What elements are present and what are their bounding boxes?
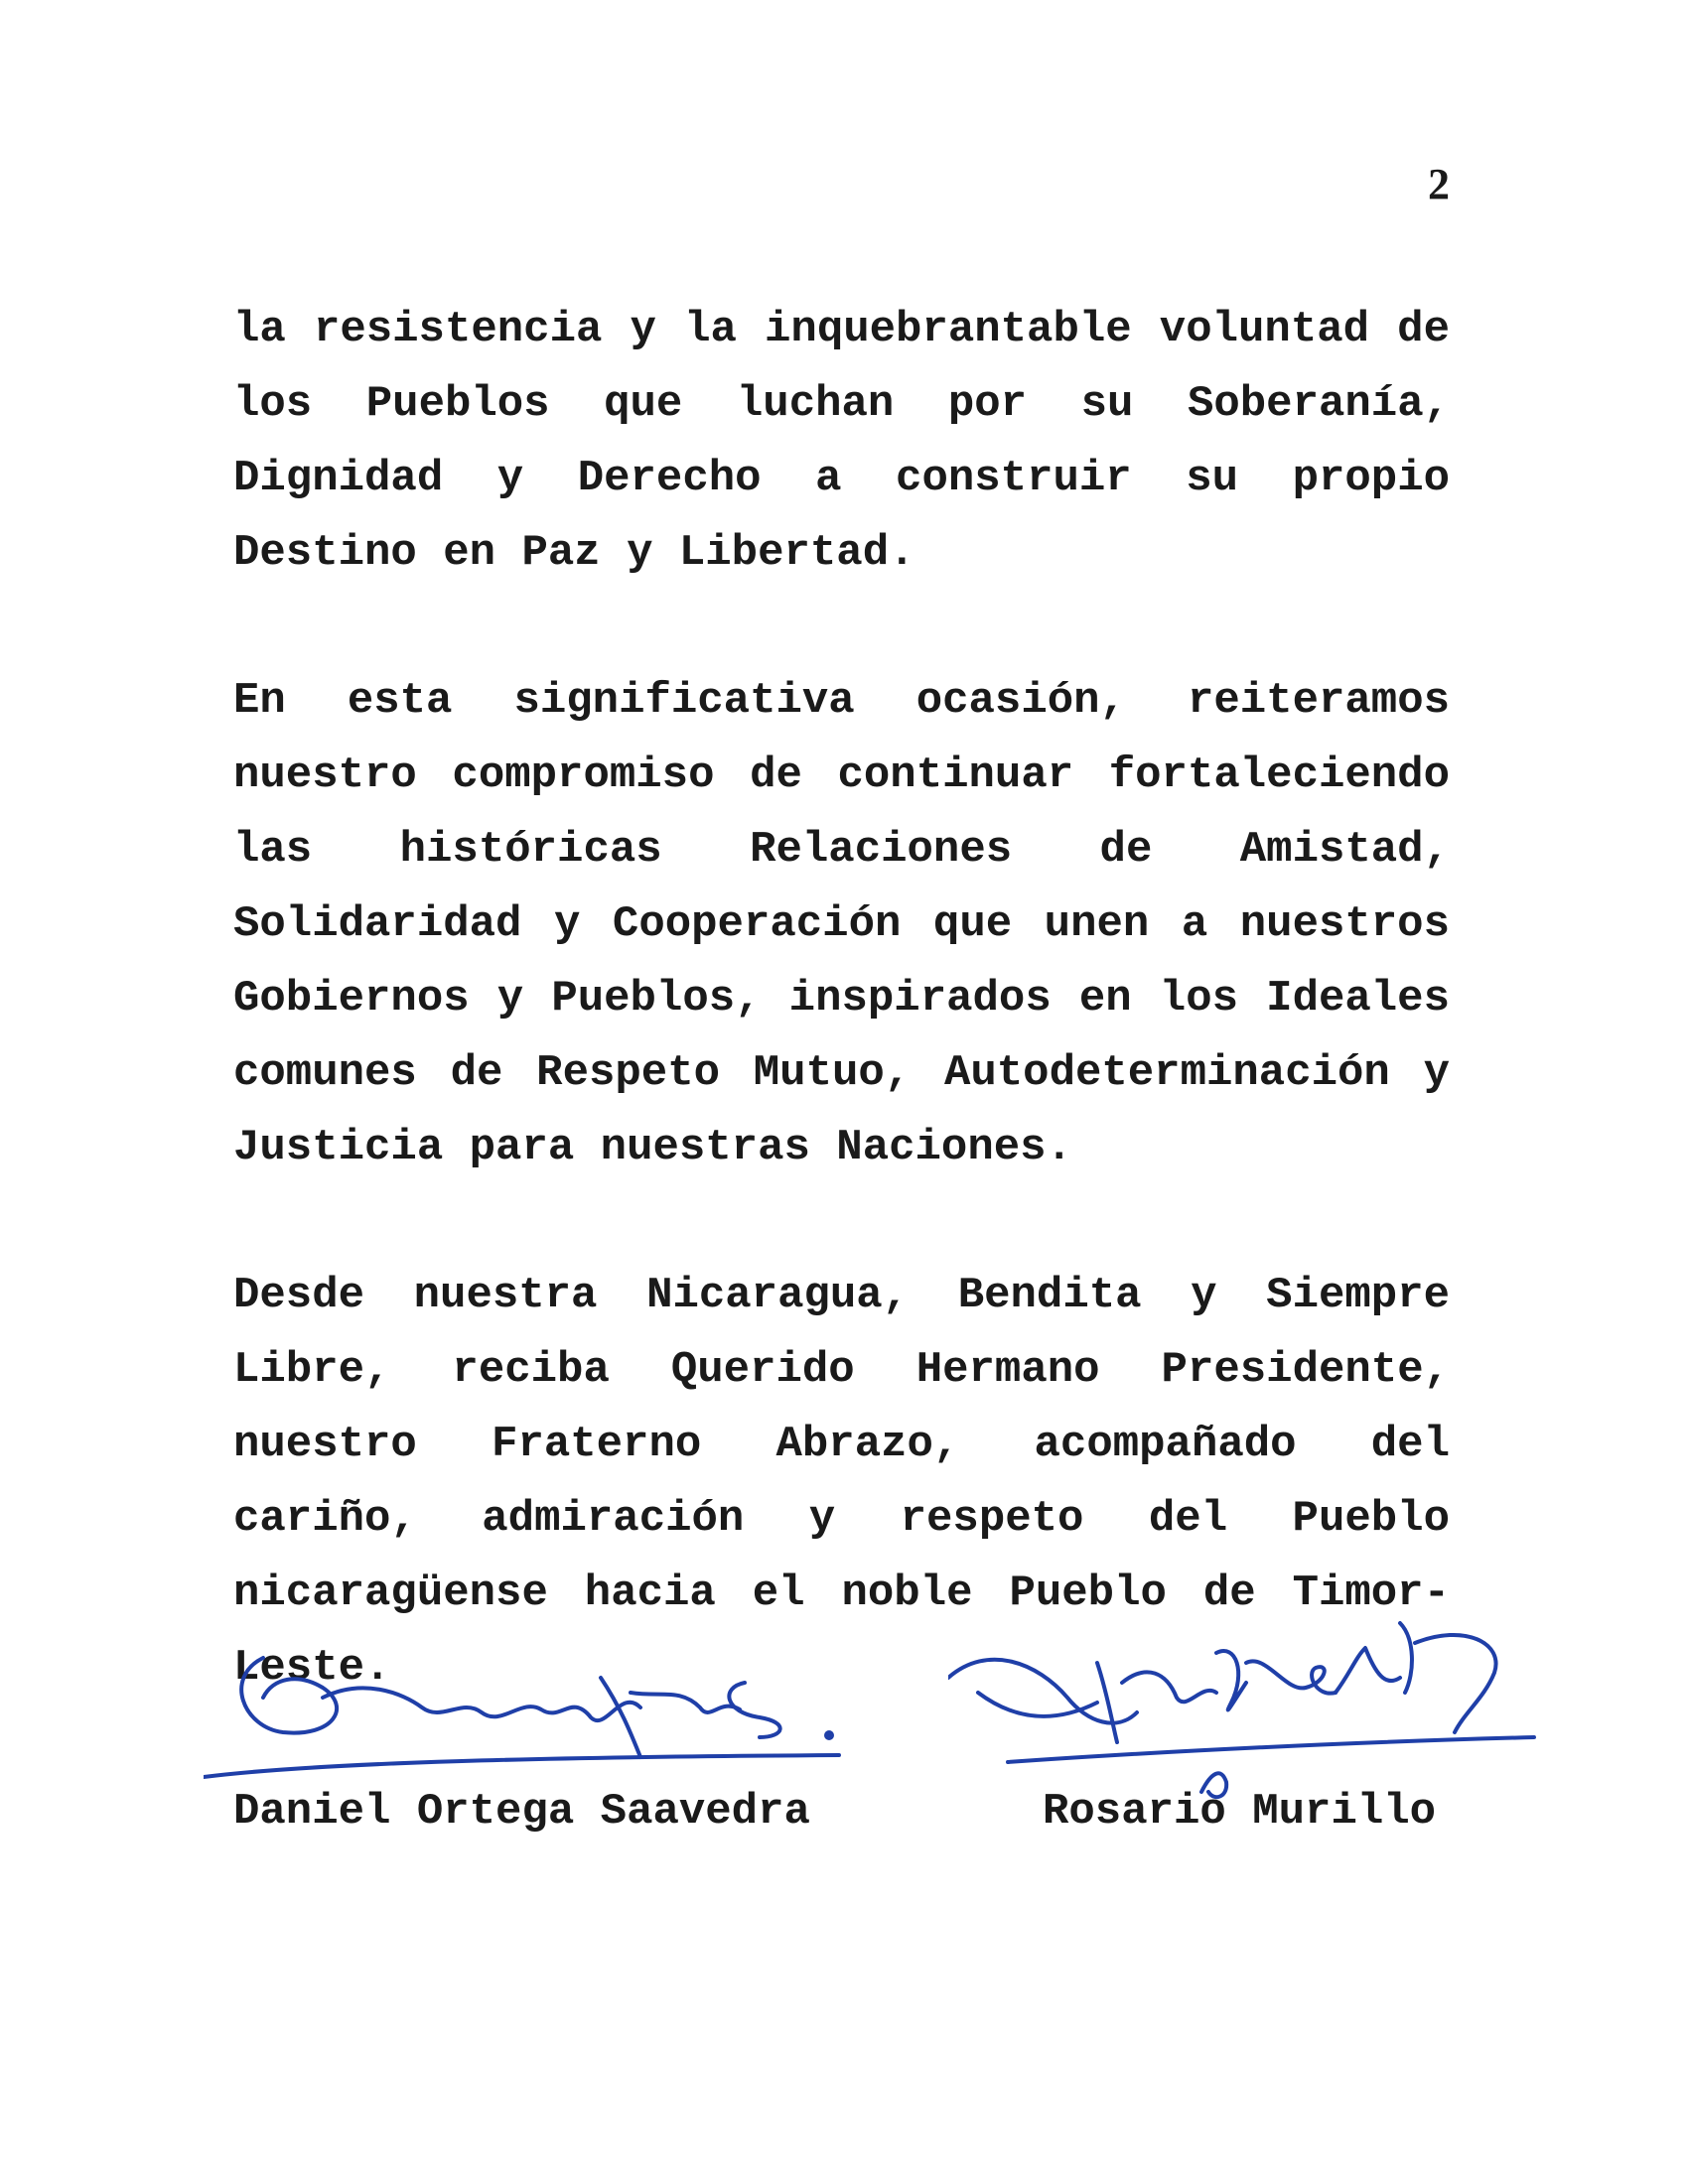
letter-body xyxy=(233,293,1450,1779)
page-number: 2 xyxy=(1428,160,1450,208)
signatory-name-left: Daniel Ortega Saavedra xyxy=(233,1787,810,1837)
signatory-name-right: Rosario Murillo xyxy=(1043,1787,1437,1837)
paragraph-2: En esta significativa ocasión, reiteramos nuestro compromiso de continuar fortaleciendo las históricas Relaciones de Amistad, Solidaridad y Cooperación que unen a nuestros Gobiernos y Pueblos, inspirados en los Ideales comunes de Respeto Mutuo, Autodeterminación y Justicia para nuestras Naciones. xyxy=(233,676,1450,1172)
paragraph-3: Desde nuestra Nicaragua, Bendita y Siempre Libre, reciba Querido Hermano Presidente, nuestro Fraterno Abrazo, acompañado del cariño, admiración y respeto del Pueblo nicaragüense hacia el noble Pueblo de Timor-Leste. xyxy=(233,1271,1450,1693)
paragraph-1: la resistencia y la inquebrantable voluntad de los Pueblos que luchan por su Soberanía, Dignidad y Derecho a construir su propio Destino en Paz y Libertad. xyxy=(233,305,1450,578)
